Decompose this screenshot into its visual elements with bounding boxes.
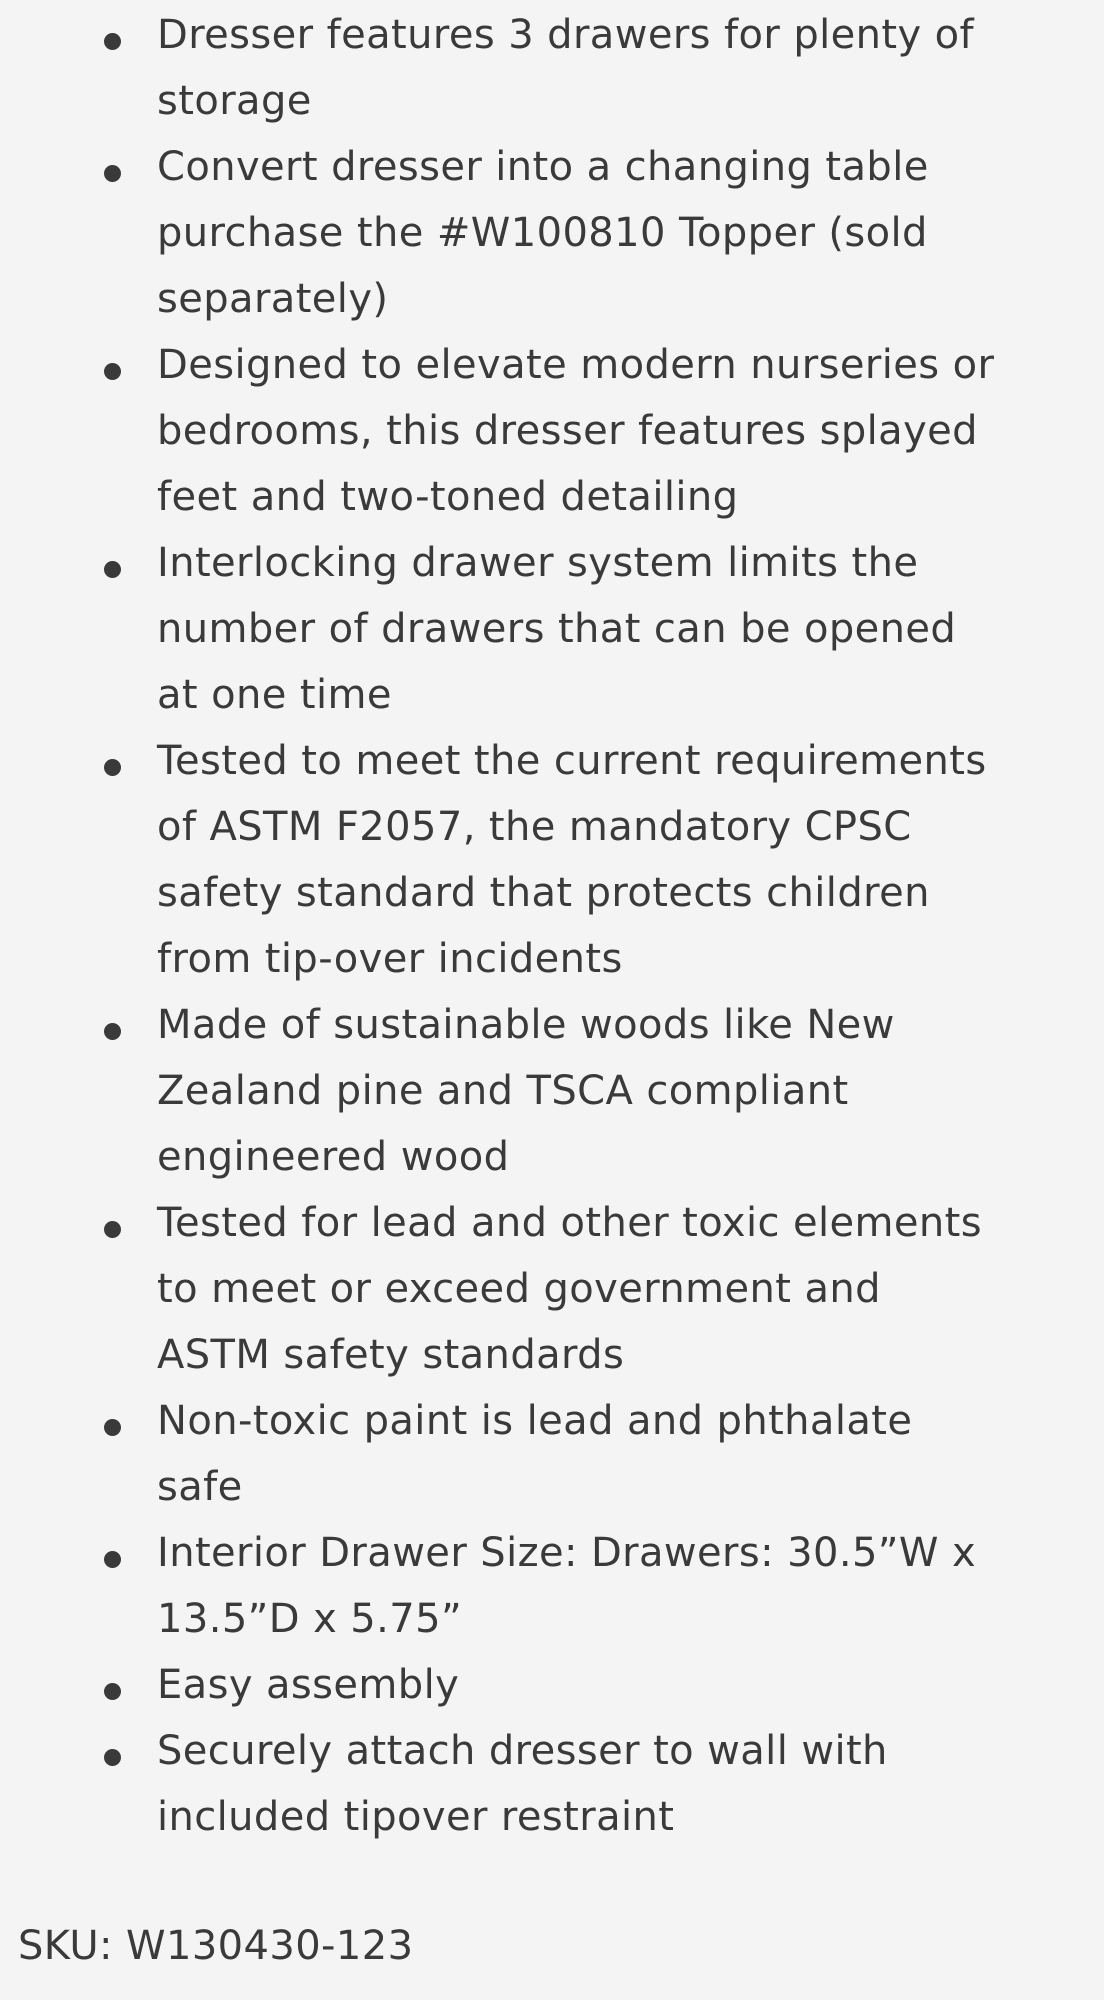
bullet-icon xyxy=(104,363,121,380)
bullet-icon xyxy=(104,561,121,578)
bullet-icon xyxy=(104,1749,121,1766)
feature-text: Easy assembly xyxy=(157,1662,460,1708)
bullet-icon xyxy=(104,165,121,182)
bullet-icon xyxy=(104,1551,121,1568)
feature-text: Designed to elevate modern nurseries or bedrooms, this dresser features splayed feet and two-toned detailing xyxy=(157,342,995,520)
feature-text: Tested for lead and other toxic elements to meet or exceed government and ASTM safety standards xyxy=(157,1200,982,1378)
feature-text: Non-toxic paint is lead and phthalate safe xyxy=(157,1398,913,1510)
feature-text: Dresser features 3 drawers for plenty of storage xyxy=(157,12,975,124)
feature-text: Tested to meet the current requirements of ASTM F2057, the mandatory CPSC safety standard that protects children from tip-over incidents xyxy=(157,738,987,982)
feature-text: Securely attach dresser to wall with included tipover restraint xyxy=(157,1728,888,1840)
bullet-icon xyxy=(104,1221,121,1238)
feature-text: Interlocking drawer system limits the number of drawers that can be opened at one time xyxy=(157,540,957,718)
feature-text: Interior Drawer Size: Drawers: 30.5”W x 13.5”D x 5.75” xyxy=(157,1530,977,1642)
feature-text: Made of sustainable woods like New Zealand pine and TSCA compliant engineered wood xyxy=(157,1002,895,1180)
bullet-icon xyxy=(104,759,121,776)
bullet-icon xyxy=(104,33,121,50)
feature-text: Convert dresser into a changing table purchase the #W100810 Topper (sold separately) xyxy=(157,144,929,322)
bullet-icon xyxy=(104,1023,121,1040)
bullet-icon xyxy=(104,1683,121,1700)
bullet-icon xyxy=(104,1419,121,1436)
sku-label: SKU: W130430-123 xyxy=(18,1923,414,1969)
